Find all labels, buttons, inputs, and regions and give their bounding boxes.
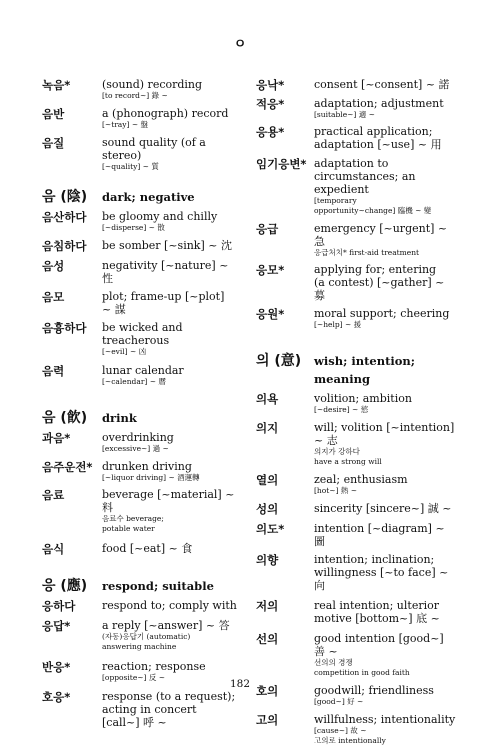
entry-headword: 응답* bbox=[42, 619, 71, 633]
entry-headword: 호의 bbox=[256, 684, 279, 698]
entry-headword: 음질 bbox=[42, 136, 65, 150]
page-number: 182 bbox=[229, 678, 251, 690]
dictionary-entry bbox=[42, 259, 237, 285]
dictionary-entry bbox=[256, 263, 456, 302]
definition-line: drunken driving bbox=[102, 460, 192, 473]
definition-line: negativity [~nature] ~ 性 bbox=[102, 259, 229, 285]
entry-headword: 음반 bbox=[42, 107, 65, 121]
definition-line: adaptation [~use] ~ 用 bbox=[314, 138, 442, 151]
entry-headword: 임기응변* bbox=[256, 157, 307, 171]
dictionary-entry bbox=[256, 307, 456, 330]
entry-headword: 과음* bbox=[42, 431, 71, 445]
definition-line: practical application; bbox=[314, 125, 433, 138]
definition-note: [suitable~] 適 ~ bbox=[314, 110, 375, 119]
definition-note: opportunity~change] 臨機 ~ 變 bbox=[314, 206, 432, 215]
definition-line: willingness [~to face] ~ 向 bbox=[314, 566, 449, 592]
dictionary-entry bbox=[42, 542, 237, 557]
entry-headword: 음흉하다 bbox=[42, 321, 87, 335]
definition-line: lunar calendar bbox=[102, 364, 184, 377]
definition-line: respond to; comply with bbox=[102, 599, 237, 612]
dictionary-entry bbox=[42, 460, 237, 483]
definition-note: [~calendar] ~ 曆 bbox=[102, 377, 166, 386]
entry-definition bbox=[102, 239, 237, 252]
entry-definition bbox=[314, 78, 456, 91]
entry-headword: 저의 bbox=[256, 599, 279, 613]
definition-note: [hot~] 熱 ~ bbox=[314, 486, 358, 495]
entry-definition bbox=[314, 553, 456, 592]
left-column bbox=[42, 78, 237, 729]
definition-note: 응급처치* first-aid treatment bbox=[314, 248, 420, 257]
entry-headword: 반응* bbox=[42, 660, 71, 674]
dictionary-entry bbox=[42, 78, 237, 101]
section-heading bbox=[42, 409, 237, 427]
definition-note: [~quality] ~ 質 bbox=[102, 162, 159, 171]
dictionary-entry bbox=[256, 222, 456, 258]
definition-line: applying for; entering bbox=[314, 263, 437, 276]
dictionary-entry bbox=[42, 364, 237, 387]
entry-definition bbox=[102, 619, 237, 652]
definition-note: [opposite~] 反 ~ bbox=[102, 673, 166, 682]
dictionary-entry bbox=[42, 619, 237, 652]
definition-note: [~evil] ~ 凶 bbox=[102, 347, 147, 356]
section-heading bbox=[42, 188, 237, 206]
section-gloss bbox=[102, 409, 237, 427]
entry-definition bbox=[314, 222, 456, 258]
definition-line: be wicked and treacherous bbox=[102, 321, 183, 347]
entry-definition bbox=[102, 321, 237, 357]
dictionary-entry bbox=[256, 502, 456, 517]
definition-note: 음료수 beverage; bbox=[102, 514, 164, 523]
definition-line: plot; frame-up [~plot] ~ 謀 bbox=[102, 290, 225, 316]
entry-definition bbox=[102, 460, 237, 483]
definition-line: respond; suitable bbox=[102, 579, 214, 593]
entry-definition bbox=[102, 690, 237, 729]
dictionary-entry bbox=[256, 125, 456, 151]
definition-line: willfulness; intentionality bbox=[314, 713, 456, 726]
definition-note: [~liquor driving] ~ 酒運轉 bbox=[102, 473, 200, 482]
dictionary-entry bbox=[256, 392, 456, 415]
entry-headword: 음산하다 bbox=[42, 210, 87, 224]
dictionary-entry bbox=[256, 522, 456, 548]
entry-definition bbox=[102, 210, 237, 233]
definition-line: a reply [~answer] ~ 答 bbox=[102, 619, 230, 632]
entry-definition bbox=[102, 290, 237, 316]
section-heading bbox=[256, 352, 456, 388]
entry-headword: 열의 bbox=[256, 473, 279, 487]
dictionary-entry bbox=[42, 210, 237, 233]
entry-headword: 음료 bbox=[42, 488, 65, 502]
section-gloss bbox=[102, 188, 237, 206]
definition-line: sound quality (of a stereo) bbox=[102, 136, 206, 162]
definition-line: be gloomy and chilly bbox=[102, 210, 218, 223]
entry-headword: 선의 bbox=[256, 632, 279, 646]
entry-definition bbox=[102, 136, 237, 172]
dictionary-entry bbox=[256, 157, 456, 216]
definition-note: 고의로 intentionally bbox=[314, 736, 386, 745]
dictionary-entry bbox=[256, 473, 456, 496]
dictionary-entry bbox=[42, 690, 237, 729]
definition-note: [good~] 好 ~ bbox=[314, 697, 364, 706]
entry-definition bbox=[102, 599, 237, 612]
section-gloss bbox=[314, 352, 456, 388]
definition-line: acting in concert [call~] 呼 ~ bbox=[102, 703, 197, 729]
definition-line: moral support; cheering bbox=[314, 307, 450, 320]
entry-definition bbox=[102, 431, 237, 454]
section-headword: 음 (陰) bbox=[42, 189, 88, 205]
entry-definition bbox=[102, 488, 237, 534]
entry-headword: 호응* bbox=[42, 690, 71, 704]
entry-headword: 응용* bbox=[256, 125, 285, 139]
definition-line: motive [bottom~] 底 ~ bbox=[314, 612, 440, 625]
definition-line: adaptation; adjustment bbox=[314, 97, 444, 110]
entry-headword: 음주운전* bbox=[42, 460, 93, 474]
definition-note: competition in good faith bbox=[314, 668, 410, 677]
definition-line: a (phonograph) record bbox=[102, 107, 229, 120]
definition-line: volition; ambition bbox=[314, 392, 412, 405]
definition-note: have a strong will bbox=[314, 457, 382, 466]
definition-line: circumstances; an bbox=[314, 170, 416, 183]
entry-definition bbox=[314, 522, 456, 548]
entry-headword: 응원* bbox=[256, 307, 285, 321]
definition-line: reaction; response bbox=[102, 660, 206, 673]
entry-headword: 음모 bbox=[42, 290, 65, 304]
dictionary-entry bbox=[42, 488, 237, 534]
entry-headword: 응낙* bbox=[256, 78, 285, 92]
entry-definition bbox=[314, 473, 456, 496]
entry-definition bbox=[314, 502, 456, 515]
definition-line: zeal; enthusiasm bbox=[314, 473, 408, 486]
definition-note: [excessive~] 過 ~ bbox=[102, 444, 169, 453]
definition-line: will; volition [~intention] ~ 志 bbox=[314, 421, 455, 447]
right-column bbox=[256, 78, 456, 746]
section-headword: 음 (飮) bbox=[42, 410, 88, 426]
entry-definition bbox=[314, 599, 456, 625]
definition-line: good intention [good~] 善 ~ bbox=[314, 632, 444, 658]
entry-headword: 의지 bbox=[256, 421, 279, 435]
entry-headword: 음성 bbox=[42, 259, 65, 273]
entry-headword: 응급 bbox=[256, 222, 279, 236]
section-heading bbox=[42, 577, 237, 595]
entry-definition bbox=[102, 542, 237, 555]
definition-note: [temporary bbox=[314, 196, 357, 205]
definition-line: beverage [~material] ~ 料 bbox=[102, 488, 235, 514]
entry-definition bbox=[314, 125, 456, 151]
definition-line: (a contest) [~gather] ~ 募 bbox=[314, 276, 445, 302]
dictionary-entry bbox=[42, 599, 237, 614]
definition-line: response (to a request); bbox=[102, 690, 236, 703]
entry-definition bbox=[314, 392, 456, 415]
definition-note: [~disperse] ~ 散 bbox=[102, 223, 165, 232]
dictionary-entry bbox=[42, 321, 237, 357]
entry-headword: 음침하다 bbox=[42, 239, 87, 253]
definition-line: consent [~consent] ~ 諾 bbox=[314, 78, 450, 91]
definition-line: be somber [~sink] ~ 沈 bbox=[102, 239, 232, 252]
definition-note: 선의의 경쟁 bbox=[314, 658, 353, 667]
dictionary-entry bbox=[256, 553, 456, 592]
entry-headword: 성의 bbox=[256, 502, 279, 516]
entry-definition bbox=[314, 307, 456, 330]
definition-line: emergency [~urgent] ~ 急 bbox=[314, 222, 448, 248]
entry-definition bbox=[102, 259, 237, 285]
entry-definition bbox=[102, 78, 237, 101]
entry-definition bbox=[102, 364, 237, 387]
dictionary-entry bbox=[256, 713, 456, 746]
definition-line: goodwill; friendliness bbox=[314, 684, 434, 697]
definition-line: intention [~diagram] ~ 圖 bbox=[314, 522, 445, 548]
definition-note: potable water bbox=[102, 524, 155, 533]
definition-line: adaptation to bbox=[314, 157, 389, 170]
entry-definition bbox=[102, 107, 237, 130]
entry-definition bbox=[314, 632, 456, 678]
definition-line: food [~eat] ~ 食 bbox=[102, 542, 193, 555]
dictionary-entry bbox=[42, 136, 237, 172]
entry-headword: 음력 bbox=[42, 364, 65, 378]
entry-definition bbox=[314, 157, 456, 216]
entry-definition bbox=[314, 97, 456, 120]
section-headword: 의 (意) bbox=[256, 353, 302, 369]
entry-headword: 녹음* bbox=[42, 78, 71, 92]
definition-note: answering machine bbox=[102, 642, 177, 651]
entry-headword: 의욕 bbox=[256, 392, 279, 406]
dictionary-entry bbox=[256, 421, 456, 467]
entry-headword: 고의 bbox=[256, 713, 279, 727]
definition-line: intention; inclination; bbox=[314, 553, 435, 566]
entry-definition bbox=[314, 263, 456, 302]
definition-line: wish; intention; meaning bbox=[314, 354, 416, 386]
definition-line: overdrinking bbox=[102, 431, 174, 444]
entry-definition bbox=[314, 421, 456, 467]
entry-headword: 응모* bbox=[256, 263, 285, 277]
dictionary-entry bbox=[42, 431, 237, 454]
definition-note: [~help] ~ 援 bbox=[314, 320, 362, 329]
definition-line: dark; negative bbox=[102, 190, 195, 204]
definition-note: (자동)응답기 (automatic) bbox=[102, 632, 191, 641]
dictionary-entry bbox=[256, 78, 456, 93]
entry-headword: 의도* bbox=[256, 522, 285, 536]
definition-line: sincerity [sincere~] 誠 ~ bbox=[314, 502, 452, 515]
section-headword: 응 (應) bbox=[42, 578, 88, 594]
definition-note: [~tray] ~ 盤 bbox=[102, 120, 148, 129]
definition-note: [~desire] ~ 慾 bbox=[314, 405, 369, 414]
dictionary-entry bbox=[42, 290, 237, 316]
definition-note: [to record~] 錄 ~ bbox=[102, 91, 168, 100]
entry-definition bbox=[314, 713, 456, 746]
section-gloss bbox=[102, 577, 237, 595]
dictionary-entry bbox=[256, 632, 456, 678]
entry-headword: 응하다 bbox=[42, 599, 76, 613]
definition-line: drink bbox=[102, 411, 137, 425]
dictionary-entry bbox=[256, 97, 456, 120]
entry-headword: 음식 bbox=[42, 542, 65, 556]
definition-note: 의지가 강하다 bbox=[314, 447, 360, 456]
definition-line: expedient bbox=[314, 183, 369, 196]
page-header-letter: ㅇ bbox=[233, 37, 247, 52]
dictionary-entry bbox=[256, 599, 456, 625]
definition-note: [cause~] 故 ~ bbox=[314, 726, 367, 735]
dictionary-entry bbox=[42, 239, 237, 254]
definition-line: real intention; ulterior bbox=[314, 599, 439, 612]
dictionary-entry bbox=[42, 107, 237, 130]
entry-headword: 의향 bbox=[256, 553, 279, 567]
definition-line: (sound) recording bbox=[102, 78, 203, 91]
entry-headword: 적응* bbox=[256, 97, 285, 111]
